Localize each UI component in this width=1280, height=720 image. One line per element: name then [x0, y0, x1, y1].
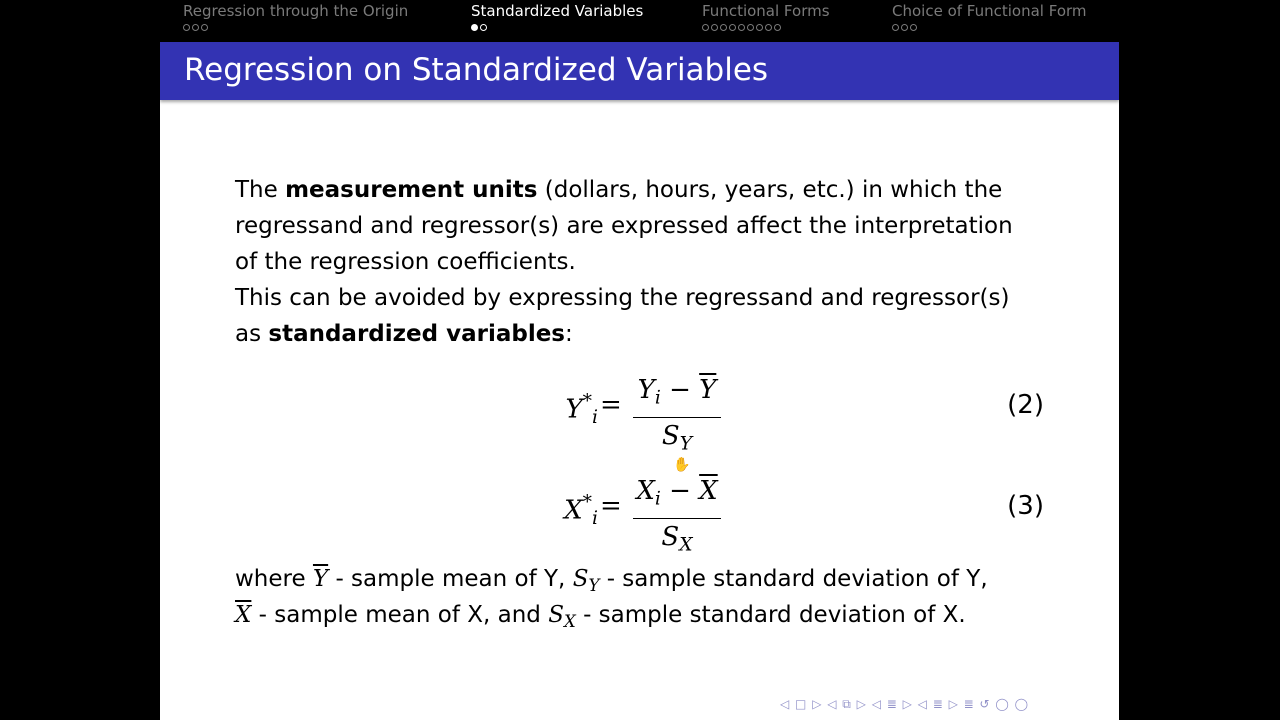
math-sub: i: [654, 488, 661, 510]
math-symbol: S: [548, 602, 564, 628]
paragraph-line: of the regression coefficients.: [235, 249, 576, 275]
nav-frame-dot[interactable]: [774, 24, 781, 31]
nav-section-choice-functional-form[interactable]: [892, 2, 1087, 31]
nav-frame-dot[interactable]: [183, 24, 190, 31]
mean-symbol: $\overline{Y}$: [699, 375, 717, 405]
nav-frame-dot[interactable]: [756, 24, 763, 31]
nav-frame-dot[interactable]: [720, 24, 727, 31]
nav-section-dots: [471, 24, 643, 31]
nav-section-dots: [892, 24, 1087, 31]
text-run: :: [565, 321, 573, 347]
bold-term: standardized variables: [268, 321, 565, 347]
nav-frame-dot[interactable]: [765, 24, 772, 31]
math-sub: i: [654, 387, 661, 409]
nav-frame-dot-current[interactable]: [471, 24, 478, 31]
nav-section-title: Regression through the Origin: [183, 2, 409, 20]
math-symbol: $\overline{Y}$: [312, 566, 329, 592]
math-sub: Y: [679, 433, 693, 455]
math-sub: X: [679, 534, 693, 556]
equals-sign: =: [600, 491, 622, 521]
fraction-bar: [633, 518, 721, 520]
math-var: X: [636, 476, 655, 506]
denominator: [633, 520, 721, 563]
text-run: - sample standard deviation of Y,: [599, 566, 988, 592]
nav-frame-dot[interactable]: [480, 24, 487, 31]
math-var: Y: [565, 394, 583, 425]
paragraph-line: [235, 172, 1002, 208]
frame-title-bar: [160, 42, 1119, 100]
numerator: [633, 474, 721, 517]
denominator: [633, 419, 721, 462]
nav-frame-dot[interactable]: [738, 24, 745, 31]
math-var: S: [661, 522, 680, 553]
text-run: (dollars, hours, years, etc.) in which the: [537, 177, 1003, 203]
nav-frame-dot[interactable]: [910, 24, 917, 31]
nav-frame-dot[interactable]: [702, 24, 709, 31]
nav-section-dots: [183, 24, 408, 31]
nav-section-title: Standardized Variables: [471, 2, 644, 20]
math-sub: i: [592, 507, 598, 529]
nav-frame-dot[interactable]: [192, 24, 199, 31]
fraction: [633, 373, 721, 462]
paragraph-line: [235, 316, 573, 352]
math-symbol: S: [572, 566, 589, 592]
math-var: Y: [637, 375, 655, 405]
text-run: The: [235, 177, 286, 203]
slide-title: Regression on Standardized Variables: [184, 52, 769, 88]
nav-frame-dot[interactable]: [711, 24, 718, 31]
numerator: [633, 373, 721, 416]
nav-section-functional-forms[interactable]: [702, 2, 830, 31]
slide-canvas: [160, 42, 1119, 720]
math-sub: Y: [588, 575, 600, 595]
text-run: - sample mean of X, and: [251, 602, 549, 628]
nav-section-regression-origin[interactable]: [183, 2, 408, 31]
math-sub: X: [563, 611, 576, 631]
minus-sign: −: [660, 476, 700, 506]
text-run: where: [235, 566, 313, 592]
equation-lhs: [564, 492, 598, 529]
math-var: S: [661, 421, 680, 452]
nav-section-title: Functional Forms: [702, 2, 830, 20]
math-symbol: $\overline{X}$: [235, 602, 252, 628]
math-var: X: [564, 495, 583, 526]
paragraph-line: This can be avoided by expressing the regressand and regressor(s): [235, 285, 1010, 311]
text-run: as: [235, 321, 269, 347]
text-run: - sample mean of Y,: [328, 566, 573, 592]
minus-sign: −: [660, 375, 700, 405]
text-run: - sample standard deviation of X.: [575, 602, 966, 628]
equation-number: (3): [1007, 491, 1044, 521]
nav-frame-dot[interactable]: [747, 24, 754, 31]
fraction: [633, 474, 721, 563]
section-navigation-bar: [0, 0, 1280, 42]
definition-line: [235, 597, 966, 640]
nav-section-title: Choice of Functional Form: [892, 2, 1087, 20]
equation-number: (2): [1007, 390, 1044, 420]
equation-2: [160, 373, 1119, 455]
math-sup: *: [582, 492, 593, 513]
fraction-bar: [633, 417, 721, 419]
equation-lhs: [565, 391, 598, 428]
paragraph-line: regressand and regressor(s) are expressed affect the interpretation: [235, 213, 1013, 239]
math-sup: *: [582, 391, 593, 412]
nav-frame-dot[interactable]: [201, 24, 208, 31]
mean-symbol: $\overline{X}$: [699, 476, 718, 506]
equals-sign: =: [600, 390, 622, 420]
hand-cursor-icon: ✋: [673, 457, 691, 473]
beamer-navigation-controls[interactable]: ◁ □ ▷ ◁ ⧉ ▷ ◁ ≣ ▷ ◁ ≣ ▷ ≣ ↺ ◯ ◯: [780, 697, 1030, 711]
nav-section-dots: [702, 24, 830, 31]
equation-3: [160, 474, 1119, 556]
nav-frame-dot[interactable]: [892, 24, 899, 31]
nav-section-standardized-variables[interactable]: [471, 2, 643, 31]
math-sub: i: [592, 406, 598, 428]
bold-term: measurement units: [285, 177, 538, 203]
nav-frame-dot[interactable]: [901, 24, 908, 31]
nav-frame-dot[interactable]: [729, 24, 736, 31]
